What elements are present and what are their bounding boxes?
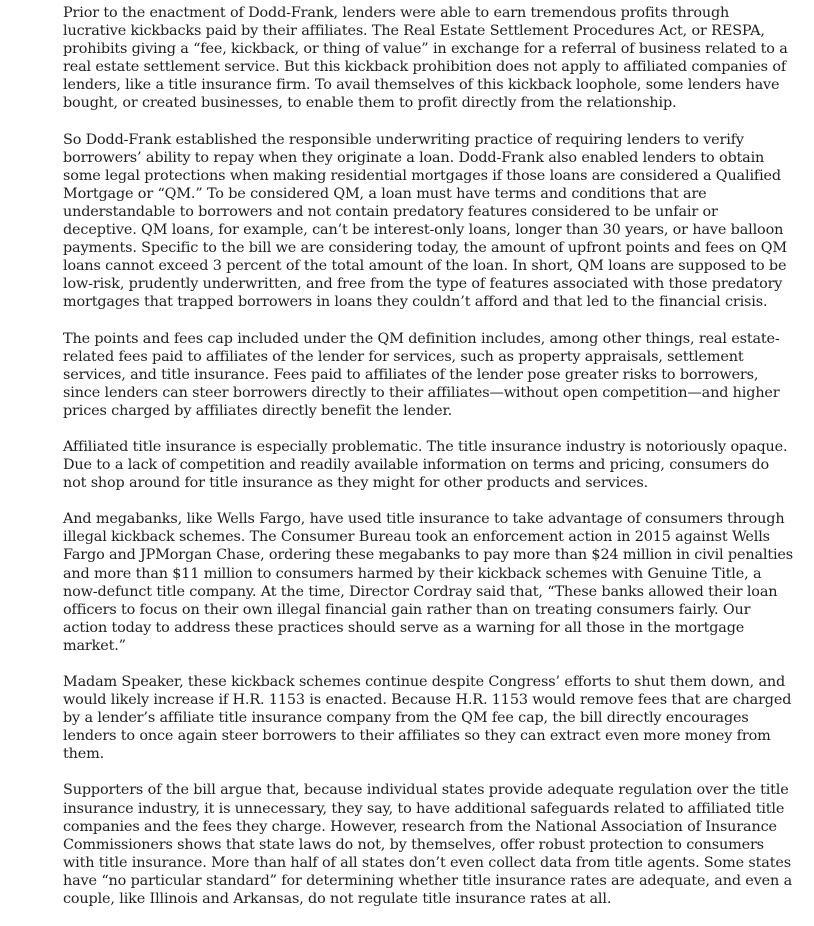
paragraph-points-fees-cap: The points and fees cap included under the QM definition includes, among other things, real estate-related fees paid to affiliates of the lender for services, such as property appraisals, settlement services, and title insurance. Fees paid to affiliates of the lender pose greater risks to borrowers, since lenders can steer borrowers directly to their affiliates—without open competition—and higher prices charged by affiliates directly benefit the lender. [63,330,780,419]
document-body [63,4,795,926]
paragraph-respa-kickbacks: Prior to the enactment of Dodd-Frank, lenders were able to earn tremendous profits through lucrative kickbacks paid by their affiliates. The Real Estate Settlement Procedures Act, or RESPA, prohibits giving a “fee, kickback, or thing of value” in exchange for a referral of business related to a real estate settlement service. But this kickback prohibition does not apply to affiliated companies of lenders, like a title insurance firm. To avail themselves of this kickback loophole, some lenders have bought, or created businesses, to enable them to profit directly from the relationship. [63,5,788,112]
paragraph-title-insurance-opaque: Affiliated title insurance is especially problematic. The title insurance industry is notoriously opaque. Due to a lack of competition and readily available information on terms and pricing, consumers do not shop around for title insurance as they might for other products and services. [63,438,788,492]
paragraph-megabank-enforcement: And megabanks, like Wells Fargo, have used title insurance to take advantage of consumers through illegal kickback schemes. The Consumer Bureau took an enforcement action in 2015 against Wells Fargo and JPMorgan Chase, ordering these megabanks to pay more than $24 million in civil penalties and more than $11 million to consumers harmed by their kickback schemes with Genuine Title, a now-defunct title company. At the time, Director Cordray said that, “These banks allowed their loan officers to focus on their own illegal financial gain rather than on treating consumers fairly. Our action today to address these practices should serve as a warning for all those in the mortgage market.” [63,511,794,654]
paragraph-hr1153-effect: Madam Speaker, these kickback schemes continue despite Congress’ efforts to shut them down, and would likely increase if H.R. 1153 is enacted. Because H.R. 1153 would remove fees that are charged by a lender’s affiliate title insurance company from the QM fee cap, the bill directly encourages lenders to once again steer borrowers to their affiliates so they can extract even more money from them. [63,674,792,763]
paragraph-qualified-mortgage: So Dodd-Frank established the responsible underwriting practice of requiring lenders to verify borrowers’ ability to repay when they originate a loan. Dodd-Frank also enabled lenders to obtain some legal protections when making residential mortgages if those loans are considered a Qualified Mortgage or “QM.” To be considered QM, a loan must have terms and conditions that are understandable to borrowers and not contain predatory features considered to be unfair or deceptive. QM loans, for example, can’t be interest-only loans, longer than 30 years, or have balloon payments. Specific to the bill we are considering today, the amount of upfront points and fees on QM loans cannot exceed 3 percent of the total amount of the loan. In short, QM loans are supposed to be low-risk, prudently underwritten, and free from the type of features associated with those predatory mortgages that trapped borrowers in loans they couldn’t afford and that led to the financial crisis. [63,131,787,311]
paragraph-state-regulation: Supporters of the bill argue that, because individual states provide adequate regulation over the title insurance industry, it is unnecessary, they say, to have additional safeguards related to affiliated title companies and the fees they charge. However, research from the National Association of Insurance Commissioners shows that state laws do not, by themselves, offer robust protection to consumers with title insurance. More than half of all states don’t even collect data from title agents. Some states have “no particular standard” for determining whether title insurance rates are adequate, and even a couple, like Illinois and Arkansas, do not regulate title insurance rates at all. [63,782,792,908]
